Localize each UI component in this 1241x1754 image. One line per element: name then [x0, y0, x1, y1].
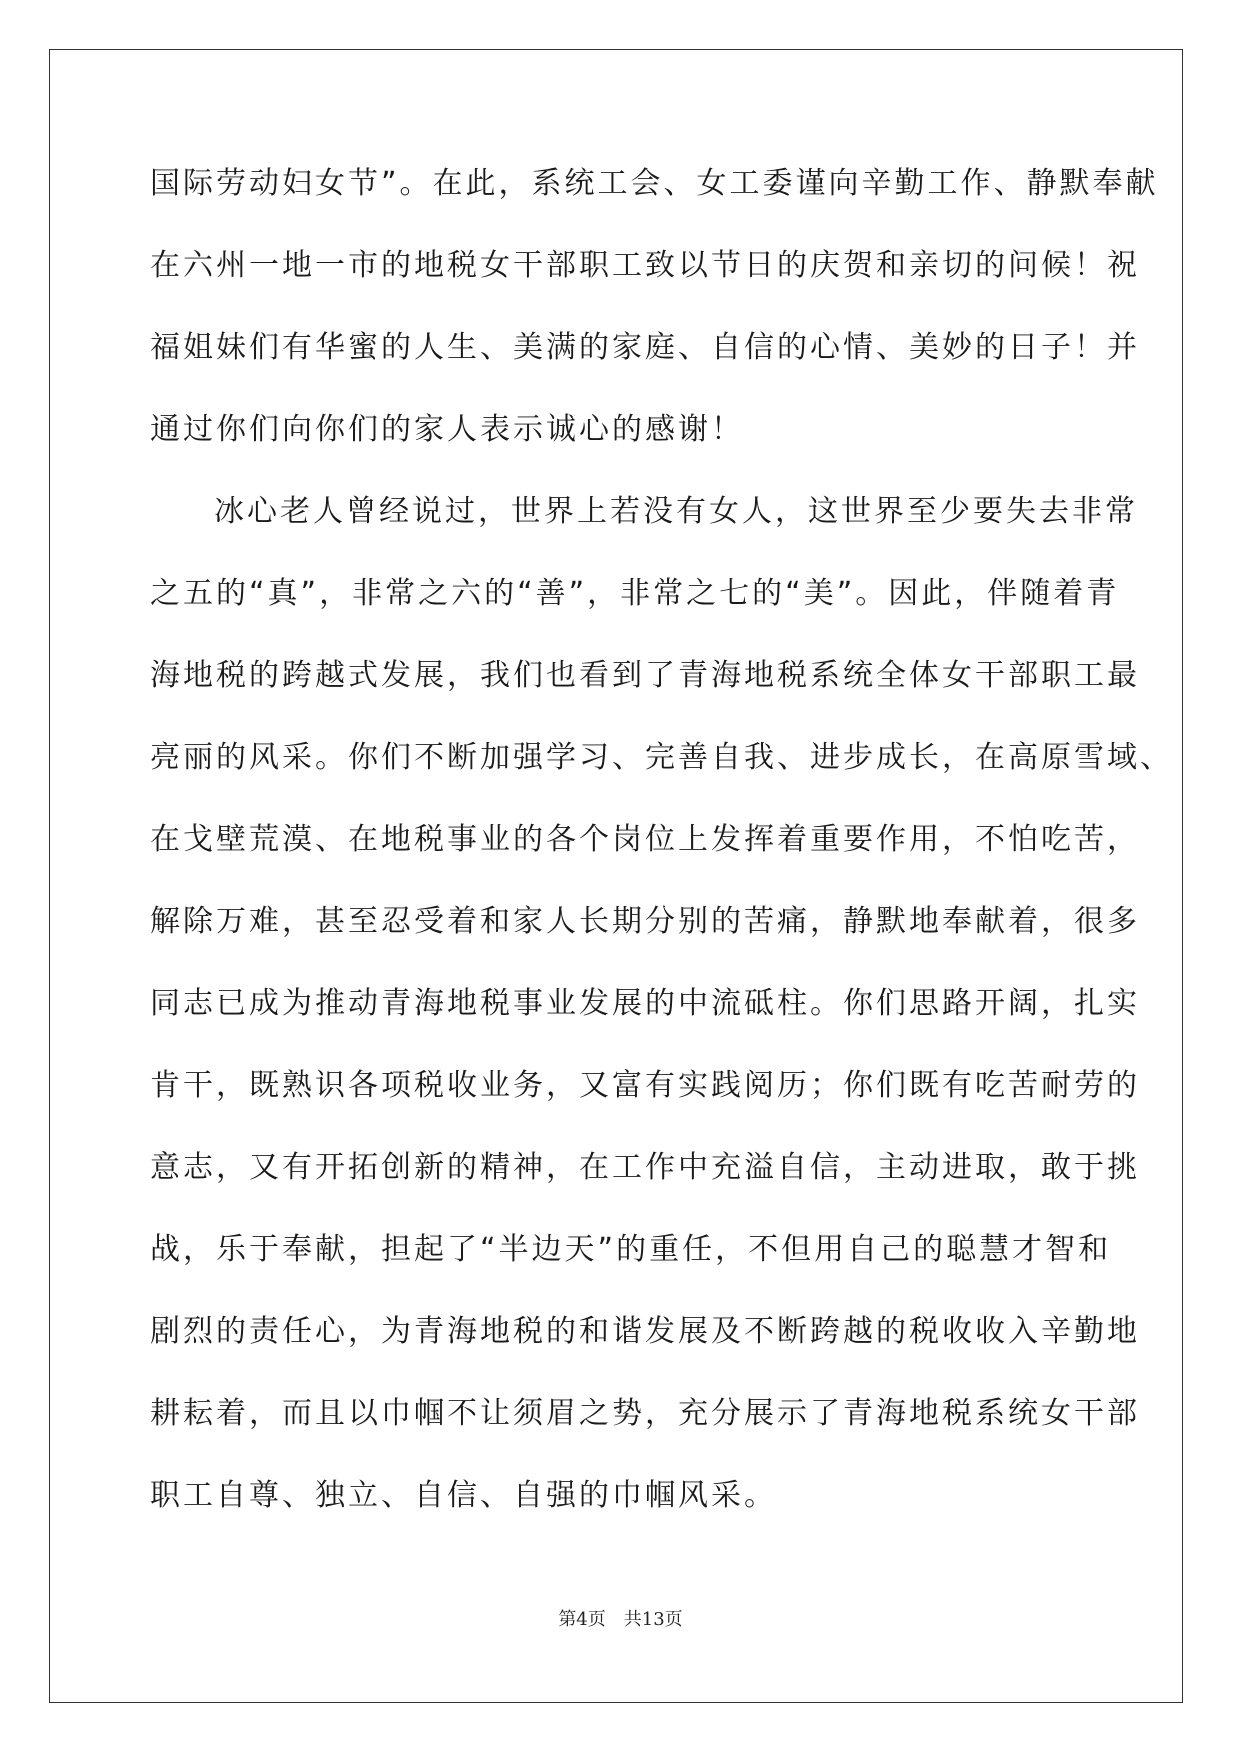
text-line: 肯干，既熟识各项税收业务，又富有实践阅历；你们既有吃苦耐劳的 [150, 1068, 1140, 1103]
text-line: 亮丽的风采。你们不断加强学习、完善自我、进步成长，在高原雪域、 [150, 740, 1173, 775]
page-number: 第4页 [558, 1609, 606, 1630]
text-line: 在戈壁荒漠、在地税事业的各个岗位上发挥着重要作用，不怕吃苦， [150, 822, 1140, 857]
paragraph-start-line: 冰心老人曾经说过，世界上若没有女人，这世界至少要失去非常 [214, 494, 1138, 529]
page-total: 共13页 [623, 1609, 683, 1630]
text-line: 职工自尊、独立、自信、自强的巾帼风采。 [150, 1478, 777, 1513]
text-line: 通过你们向你们的家人表示诚心的感谢！ [150, 412, 744, 447]
text-line: 解除万难，甚至忍受着和家人长期分别的苦痛，静默地奉献着，很多 [150, 904, 1140, 939]
text-line: 同志已成为推动青海地税事业发展的中流砥柱。你们思路开阔，扎实 [150, 986, 1140, 1021]
text-line: 在六州一地一市的地税女干部职工致以节日的庆贺和亲切的问候！祝 [150, 248, 1140, 283]
text-line: 国际劳动妇女节”。在此，系统工会、女工委谨向辛勤工作、静默奉献 [150, 166, 1159, 201]
text-line: 耕耘着，而且以巾帼不让须眉之势，充分展示了青海地税系统女干部 [150, 1396, 1140, 1431]
text-line: 海地税的跨越式发展，我们也看到了青海地税系统全体女干部职工最 [150, 658, 1140, 693]
text-line: 剧烈的责任心，为青海地税的和谐发展及不断跨越的税收收入辛勤地 [150, 1314, 1140, 1349]
text-line: 之五的“真”，非常之六的“善”，非常之七的“美”。因此，伴随着青 [150, 576, 1120, 611]
text-line: 福姐妹们有华蜜的人生、美满的家庭、自信的心情、美妙的日子！并 [150, 330, 1140, 365]
text-line: 战，乐于奉献，担起了“半边天”的重任，不但用自己的聪慧才智和 [150, 1232, 1112, 1267]
page-footer [0, 1605, 1241, 1631]
text-line: 意志，又有开拓创新的精神，在工作中充溢自信，主动进取，敢于挑 [150, 1150, 1140, 1185]
document-body [150, 160, 1173, 1554]
